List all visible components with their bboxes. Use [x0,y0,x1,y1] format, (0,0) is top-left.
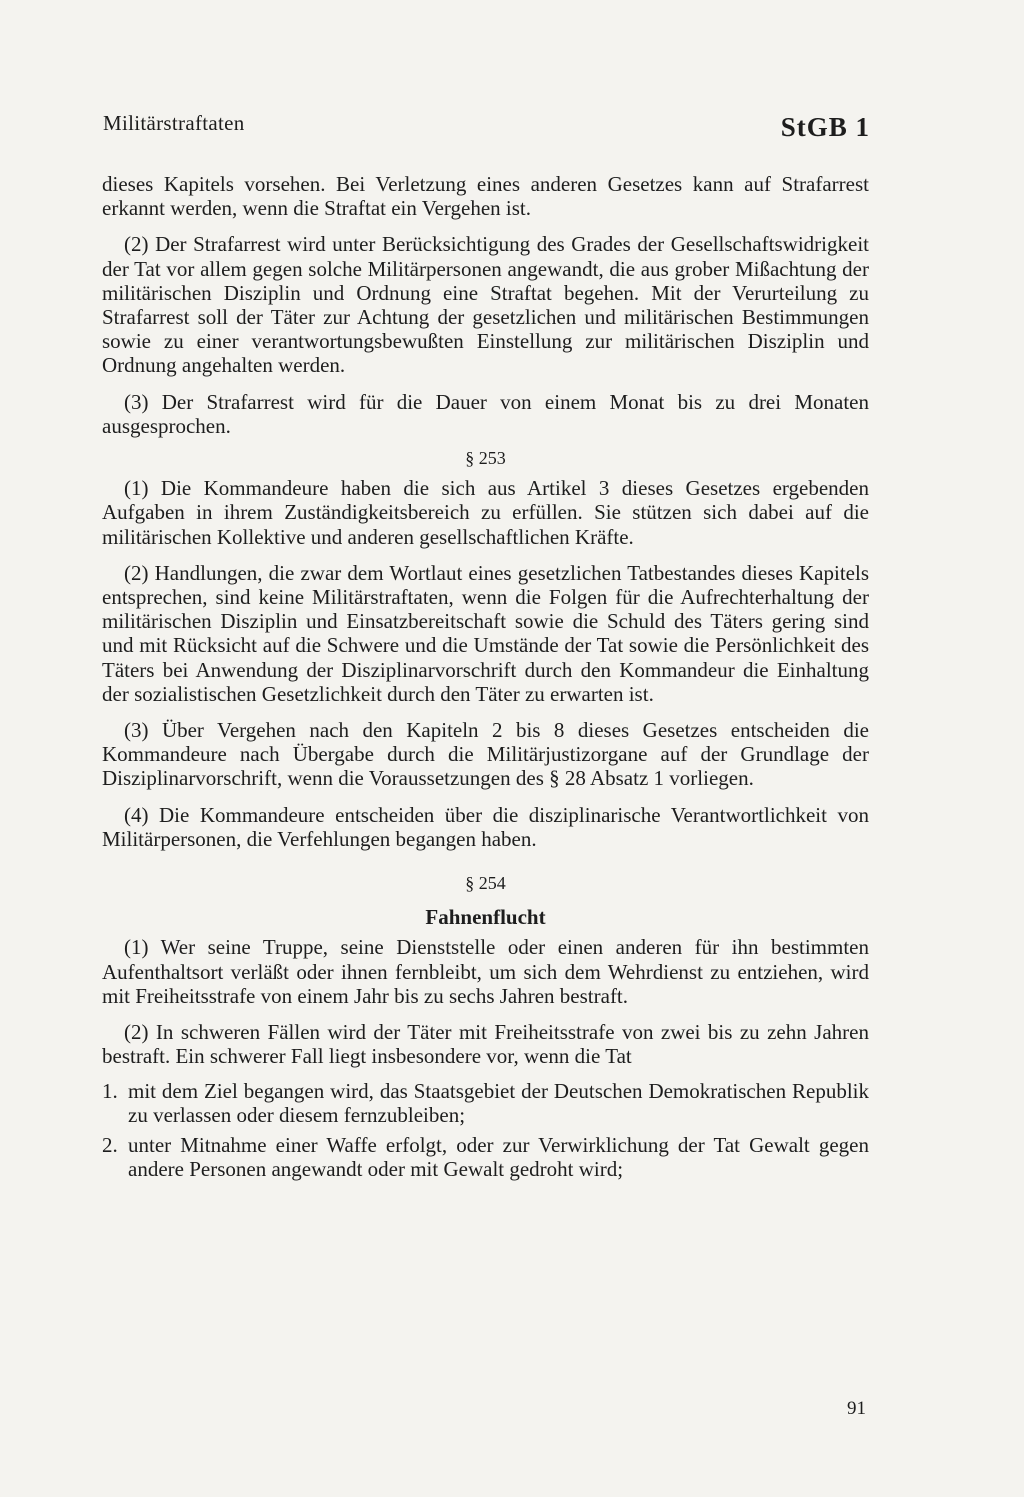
list-item [102,1133,869,1181]
paragraph-252-2: (2) Der Strafarrest wird unter Berücksichtigung des Grades der Gesellschaftswidrigkeit der Tat vor allem gegen solche Militärpersonen angewandt, die aus grober Mißachtung der militärischen Disziplin und Ordnung eine Straftat begehen. Mit der Verurteilung zu Strafarrest soll der Täter zur Achtung der gesetzlichen und militärischen Bestimmungen sowie zu einer verantwortungsbewußten Einstellung zur militärischen Disziplin und Ordnung angehalten werden. [102,232,869,378]
running-header-code: StGB 1 [780,112,870,142]
paragraph-continuation: dieses Kapitels vorsehen. Bei Verletzung eines anderen Gesetzes kann auf Strafarrest erkannt werden, wenn die Straftat ein Vergehen ist. [102,172,869,221]
paragraph-253-1: (1) Die Kommandeure haben die sich aus Artikel 3 dieses Gesetzes ergebenden Aufgaben in ihrem Zuständigkeitsbereich zu erfüllen. Sie stützen sich dabei auf die militärischen Kollektive und anderen gesellschaftlichen Kräfte. [102,476,869,549]
paragraph-254-1: (1) Wer seine Truppe, seine Dienststelle oder einen anderen für ihn bestimmten Aufenthaltsort verläßt oder ihnen fernbleibt, um sich dem Wehrdienst zu entziehen, wird mit Freiheitsstrafe von einem Jahr bis zu sechs Jahren bestraft. [102,935,869,1008]
section-number-254: § 254 [465,873,506,894]
section-number-253: § 253 [465,448,506,469]
list-item-text: unter Mitnahme einer Waffe erfolgt, oder zur Verwirklichung der Tat Gewalt gegen andere Personen angewandt oder mit Gewalt gedroht wird; [128,1132,869,1182]
list-item-number: 2. [102,1132,118,1157]
running-header-chapter: Militärstraftaten [103,111,245,135]
paragraph-252-3: (3) Der Strafarrest wird für die Dauer von einem Monat bis zu drei Monaten ausgesprochen. [102,389,869,438]
list-item [102,1079,869,1127]
paragraph-253-3: (3) Über Vergehen nach den Kapiteln 2 bis 8 dieses Gesetzes entscheiden die Kommandeure nach Übergabe durch die Militärjustizorgane auf der Grundlage der Disziplinarvorschrift, wenn die Voraussetzungen des § 28 Absatz 1 vorliegen. [102,718,869,791]
paragraph-253-2: (2) Handlungen, die zwar dem Wortlaut eines gesetzlichen Tatbestandes dieses Kapitels entsprechen, sind keine Militärstraftaten, wenn die Folgen für die Aufrechterhaltung der militärischen Disziplin und Einsatzbereitschaft sowie die Schuld des Täters gering sind und mit Rücksicht auf die Schwere und die Umstände der Tat sowie die Persönlichkeit des Täters bei Anwendung der Disziplinarvorschrift durch den Kommandeur die Einhaltung der sozialistischen Gesetzlichkeit durch den Täter zu erwarten ist. [102,560,869,706]
page-body [102,172,869,1181]
page-number: 91 [847,1398,866,1419]
section-title-254: Fahnenflucht [425,905,546,930]
paragraph-253-4: (4) Die Kommandeure entscheiden über die disziplinarische Verantwortlichkeit von Militärpersonen, die Verfehlungen begangen haben. [102,802,869,851]
paragraph-254-2: (2) In schweren Fällen wird der Täter mit Freiheitsstrafe von zwei bis zu zehn Jahren bestraft. Ein schwerer Fall liegt insbesondere vor, wenn die Tat [102,1020,869,1069]
list-item-text: mit dem Ziel begangen wird, das Staatsgebiet der Deutschen Demokratischen Republik zu verlassen oder diesem fernzubleiben; [128,1078,869,1127]
list-item-number: 1. [102,1078,118,1103]
